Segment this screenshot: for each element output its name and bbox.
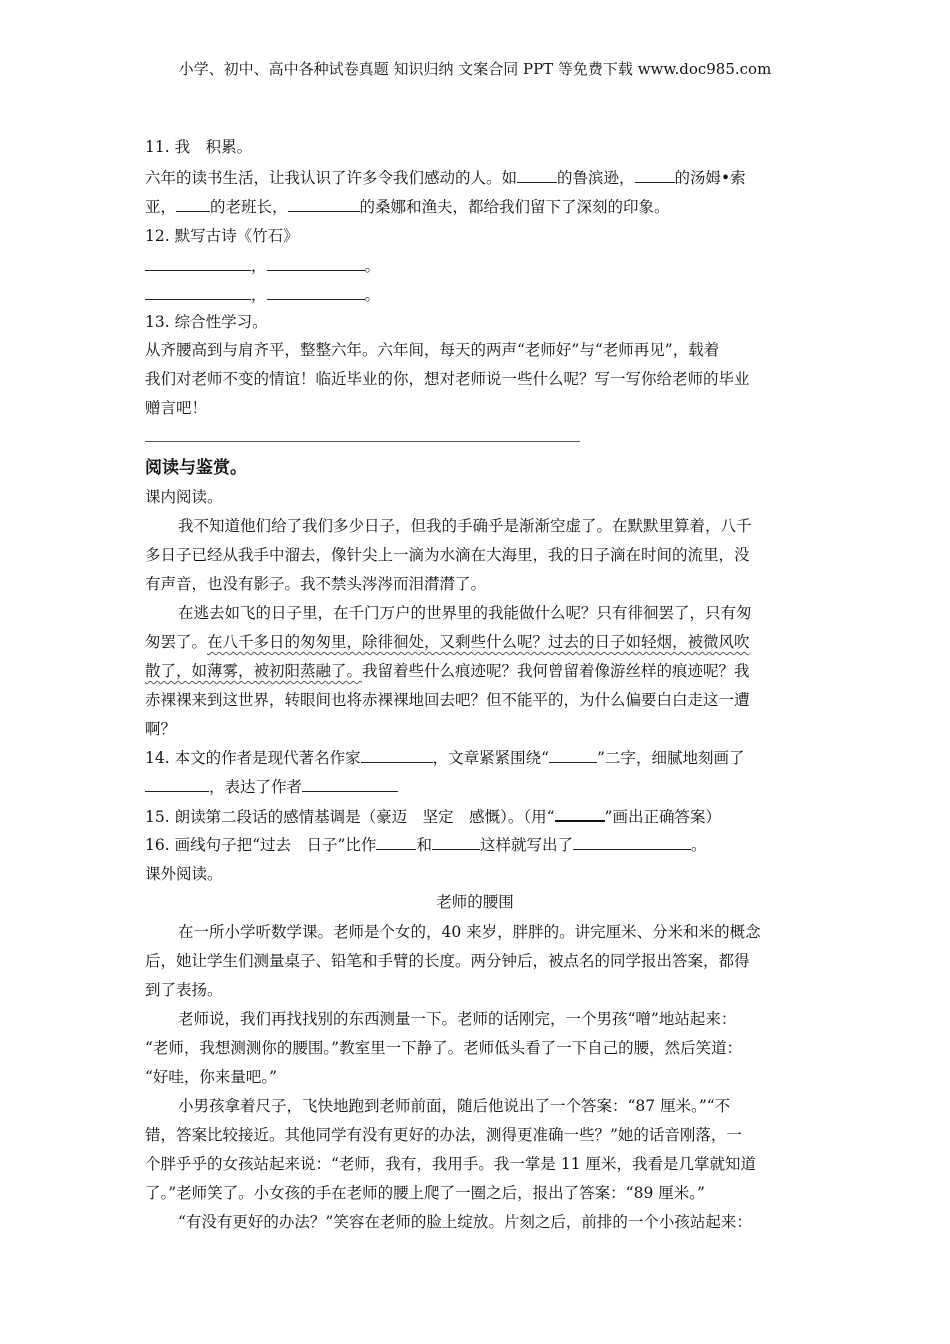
- q16-blank-3[interactable]: [573, 835, 691, 850]
- q14-blank-3[interactable]: [145, 777, 209, 792]
- q11-text-c: 的汤姆•索: [674, 169, 746, 187]
- q14-line1: [145, 748, 744, 768]
- q12-line1: [145, 256, 380, 276]
- q16-text-d: 。: [690, 836, 707, 854]
- passage2-line-11: “有没有更好的办法？”笑容在老师的脸上绽放。片刻之后，前排的一个小孩站起来：: [178, 1213, 752, 1231]
- q12-blank-1[interactable]: [145, 256, 251, 271]
- passage2-line-9: 个胖乎乎的女孩站起来说：“老师，我有，我用手。我一掌是 11 厘米，我看是几掌就知道: [145, 1155, 757, 1173]
- passage2-line-7: 小男孩拿着尺子，飞快地跑到老师前面，随后他说出了一个答案：“87 厘米。”“不: [178, 1097, 731, 1115]
- q12-blank-4[interactable]: [267, 285, 365, 300]
- q12-blank-2[interactable]: [267, 256, 365, 271]
- passage2-line-1: 在一所小学听数学课。老师是个女的，40 来岁，胖胖的。讲完厘米、分米和米的概念: [178, 923, 761, 941]
- q12-period-1: 。: [364, 257, 381, 275]
- passage2-line-6: “好哇，你来量吧。”: [145, 1068, 278, 1086]
- q12-line2: [145, 285, 380, 305]
- q13-title: 13. 综合性学习。: [145, 313, 268, 331]
- q11-text-a: 六年的读书生活，让我认识了许多令我们感动的人。如: [145, 169, 518, 187]
- q16-text-c: 这样就写出了: [479, 836, 573, 854]
- q16-text-a: 16. 画线句子把“过去 日子”比作: [145, 836, 377, 854]
- passage1-p2-line1: 在逃去如飞的日子里，在千门万户的世界里的我能做什么呢？只有徘徊罢了，只有匆: [178, 604, 752, 622]
- q14-text-c: ”二字，细腻地刻画了: [597, 749, 745, 767]
- passage1-p1-line1: 我不知道他们给了我们多少日子，但我的手确乎是渐渐空虚了。在默默里算着，八千: [178, 517, 752, 535]
- q15-text-b: ”画出正确答案）: [604, 808, 721, 826]
- q14-line2: [145, 777, 398, 797]
- q11-blank-3[interactable]: [176, 197, 210, 212]
- q11-line1: [145, 168, 746, 188]
- passage2-title: 老师的腰围: [436, 893, 514, 911]
- passage2-line-10: 了。”老师笑了。小女孩的手在老师的腰上爬了一圈之后，报出了答案：“89 厘米。”: [145, 1184, 705, 1202]
- inclass-label: 课内阅读。: [145, 488, 223, 506]
- passage2-line-8: 错，答案比较接近。其他同学有没有更好的办法，测得更准确一些？”她的话音刚落，一: [145, 1126, 742, 1144]
- answer-line[interactable]: [145, 441, 580, 442]
- q11-text-f: 的桑娜和渔夫，都给我们留下了深刻的印象。: [359, 198, 670, 216]
- q14-text-d: ，表达了作者: [209, 778, 303, 796]
- underlined-sentence-a: 在八千多日的匆匆里，除徘徊处，又剩些什么呢？过去的日子如轻烟，被微风吹: [207, 633, 750, 651]
- passage2-line-3: 到了表扬。: [145, 981, 223, 999]
- q13-line-3: 赠言吧！: [145, 399, 208, 417]
- q14-blank-4[interactable]: [302, 777, 398, 792]
- q14-text-a: 14. 本文的作者是现代著名作家: [145, 749, 361, 767]
- q11-text-d: 亚，: [145, 198, 177, 216]
- section-heading: 阅读与鉴赏。: [145, 458, 247, 478]
- passage2-line-2: 后，她让学生们测量桌子、铅笔和手臂的长度。两分钟后，被点名的同学报出答案，都得: [145, 952, 750, 970]
- q12-title: 12. 默写古诗《竹石》: [145, 227, 299, 245]
- q11-line2: [145, 197, 670, 217]
- q15-text-a: 15. 朗读第二段话的感情基调是（豪迈 坚定 感慨）。（用“: [145, 808, 555, 826]
- outclass-label: 课外阅读。: [145, 865, 223, 883]
- q13-line-1: 从齐腰高到与肩齐平，整整六年。六年间，每天的两声“老师好”与“老师再见”，载着: [145, 341, 720, 359]
- q14-text-b: ，文章紧紧围绕“: [432, 749, 550, 767]
- passage1-p2-line3: [145, 661, 750, 681]
- q14-blank-2[interactable]: [549, 748, 597, 763]
- q16-text-b: 和: [416, 836, 432, 854]
- q16-blank-1[interactable]: [376, 835, 416, 850]
- passage1-plain-a: 匆罢了。: [145, 633, 208, 651]
- q14-blank-1[interactable]: [361, 748, 433, 763]
- q11-blank-1[interactable]: [517, 168, 557, 183]
- q16-blank-2[interactable]: [432, 835, 480, 850]
- passage2-line-5: “老师，我想测测你的腰围。”教室里一下静了。老师低头看了一下自己的腰，然后笑道：: [145, 1039, 743, 1057]
- q11-text-b: 的鲁滨逊，: [557, 169, 635, 187]
- passage2-line-4: 老师说，我们再找找别的东西测量一下。老师的话刚完，一个男孩“噌”地站起来：: [178, 1010, 737, 1028]
- passage1-p2-line2: [145, 632, 750, 652]
- passage1-p2-line4: 赤裸裸来到这世界，转眼间也将赤裸裸地回去吧？但不能平的，为什么偏要白白走这一遭: [145, 691, 750, 709]
- underlined-sentence-b: 散了，如薄雾，被初阳蒸融了。: [145, 662, 363, 680]
- passage1-plain-b: 我留着些什么痕迹呢？我何曾留着像游丝样的痕迹呢？我: [362, 662, 750, 680]
- q12-comma-1: ，: [251, 257, 267, 275]
- passage1-p2-line5: 啊？: [145, 720, 177, 738]
- q11-blank-2[interactable]: [635, 168, 675, 183]
- q15-line: [145, 806, 721, 827]
- q12-comma-2: ，: [251, 286, 267, 304]
- q15-underline-sample: [555, 806, 605, 822]
- q13-line-2: 我们对老师不变的情谊！临近毕业的你，想对老师说一些什么呢？写一写你给老师的毕业: [145, 370, 750, 388]
- q11-blank-4[interactable]: [288, 197, 360, 212]
- passage1-p1-line2: 多日子已经从我手中溜去，像针尖上一滴为水滴在大海里，我的日子滴在时间的流里，没: [145, 546, 750, 564]
- q11-text-e: 的老班长，: [210, 198, 288, 216]
- q16-line: [145, 835, 706, 855]
- q11-title: 11. 我 积累。: [145, 138, 253, 156]
- q12-blank-3[interactable]: [145, 285, 251, 300]
- page-header: 小学、初中、高中各种试卷真题 知识归纳 文案合同 PPT 等免费下载 www.doc985.com: [178, 60, 772, 78]
- passage1-p1-line3: 有声音，也没有影子。我不禁头涔涔而泪潸潸了。: [145, 575, 487, 593]
- q12-period-2: 。: [364, 286, 381, 304]
